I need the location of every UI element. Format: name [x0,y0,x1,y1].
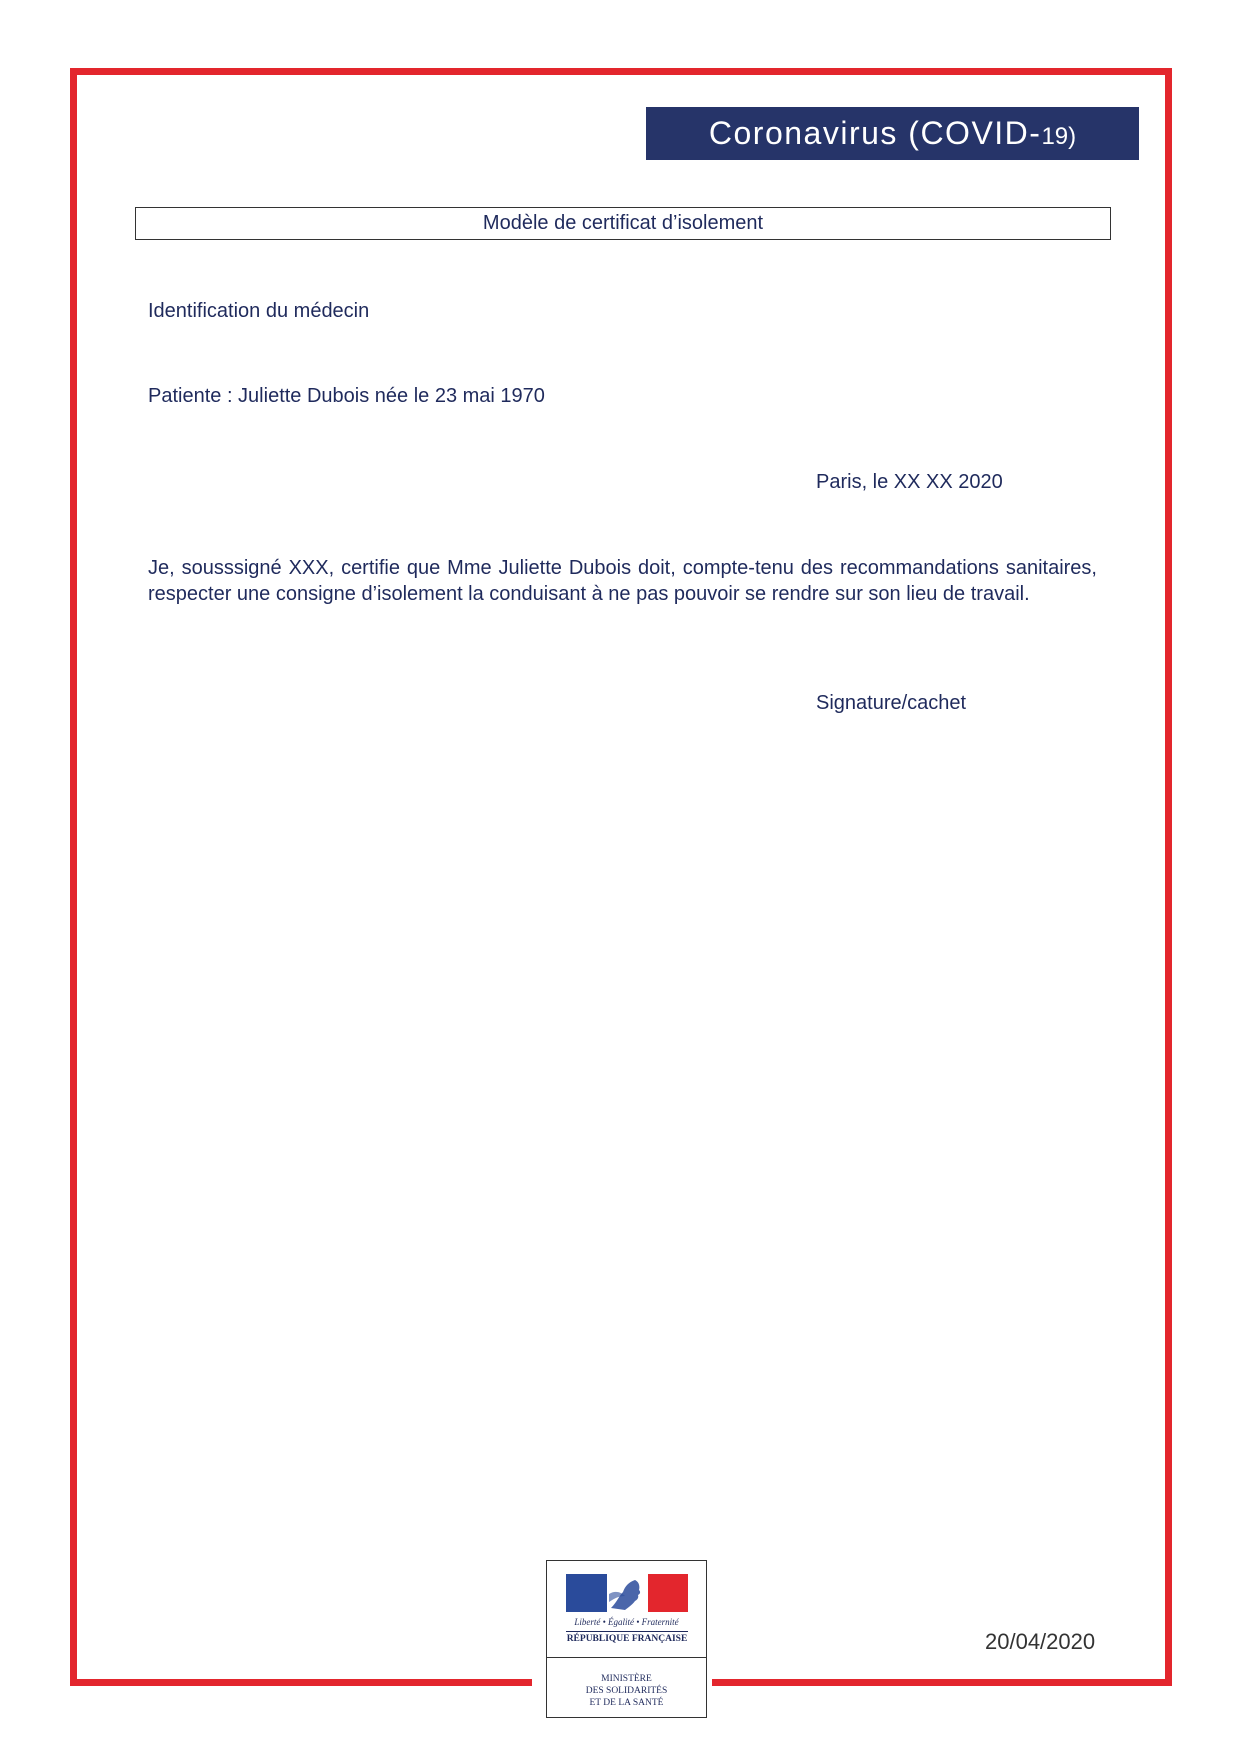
ministry-logo [546,1560,707,1718]
patient-line: Patiente : Juliette Dubois née le 23 mai 1970 [148,385,545,407]
signature-label: Signature/cachet [816,692,967,714]
ministry-line-3: ET DE LA SANTÉ [589,1698,664,1708]
certificate-body: Je, sousssigné XXX, certifie que Mme Juliette Dubois doit, compte-tenu des recommandations sanitaires, respecter une consigne d’isolement la conduisant à ne pas pouvoir se rendre sur son lieu de travail. [148,557,1097,605]
banner-title: Coronavirus (COVID- [708,115,1042,151]
place-date: Paris, le XX XX 2020 [816,471,1003,493]
banner-title-suffix: 19) [1041,122,1077,150]
form-title: Modèle de certificat d’isolement [482,212,764,234]
form-title-box [135,207,1111,240]
ministry-line-1: MINISTÈRE [601,1674,652,1684]
doctor-identification: Identification du médecin [148,300,370,322]
marianne-flag-icon [566,1574,688,1612]
ministry-name [547,1673,706,1709]
header-banner [646,107,1139,160]
republic-name: RÉPUBLIQUE FRANÇAISE [566,1631,688,1644]
republic-motto: Liberté • Égalité • Fraternité [574,1617,679,1627]
marianne-profile-icon [607,1574,648,1612]
footer-date: 20/04/2020 [985,1629,1096,1654]
ministry-line-2: DES SOLIDARITÉS [585,1686,668,1696]
logo-divider [547,1657,706,1658]
